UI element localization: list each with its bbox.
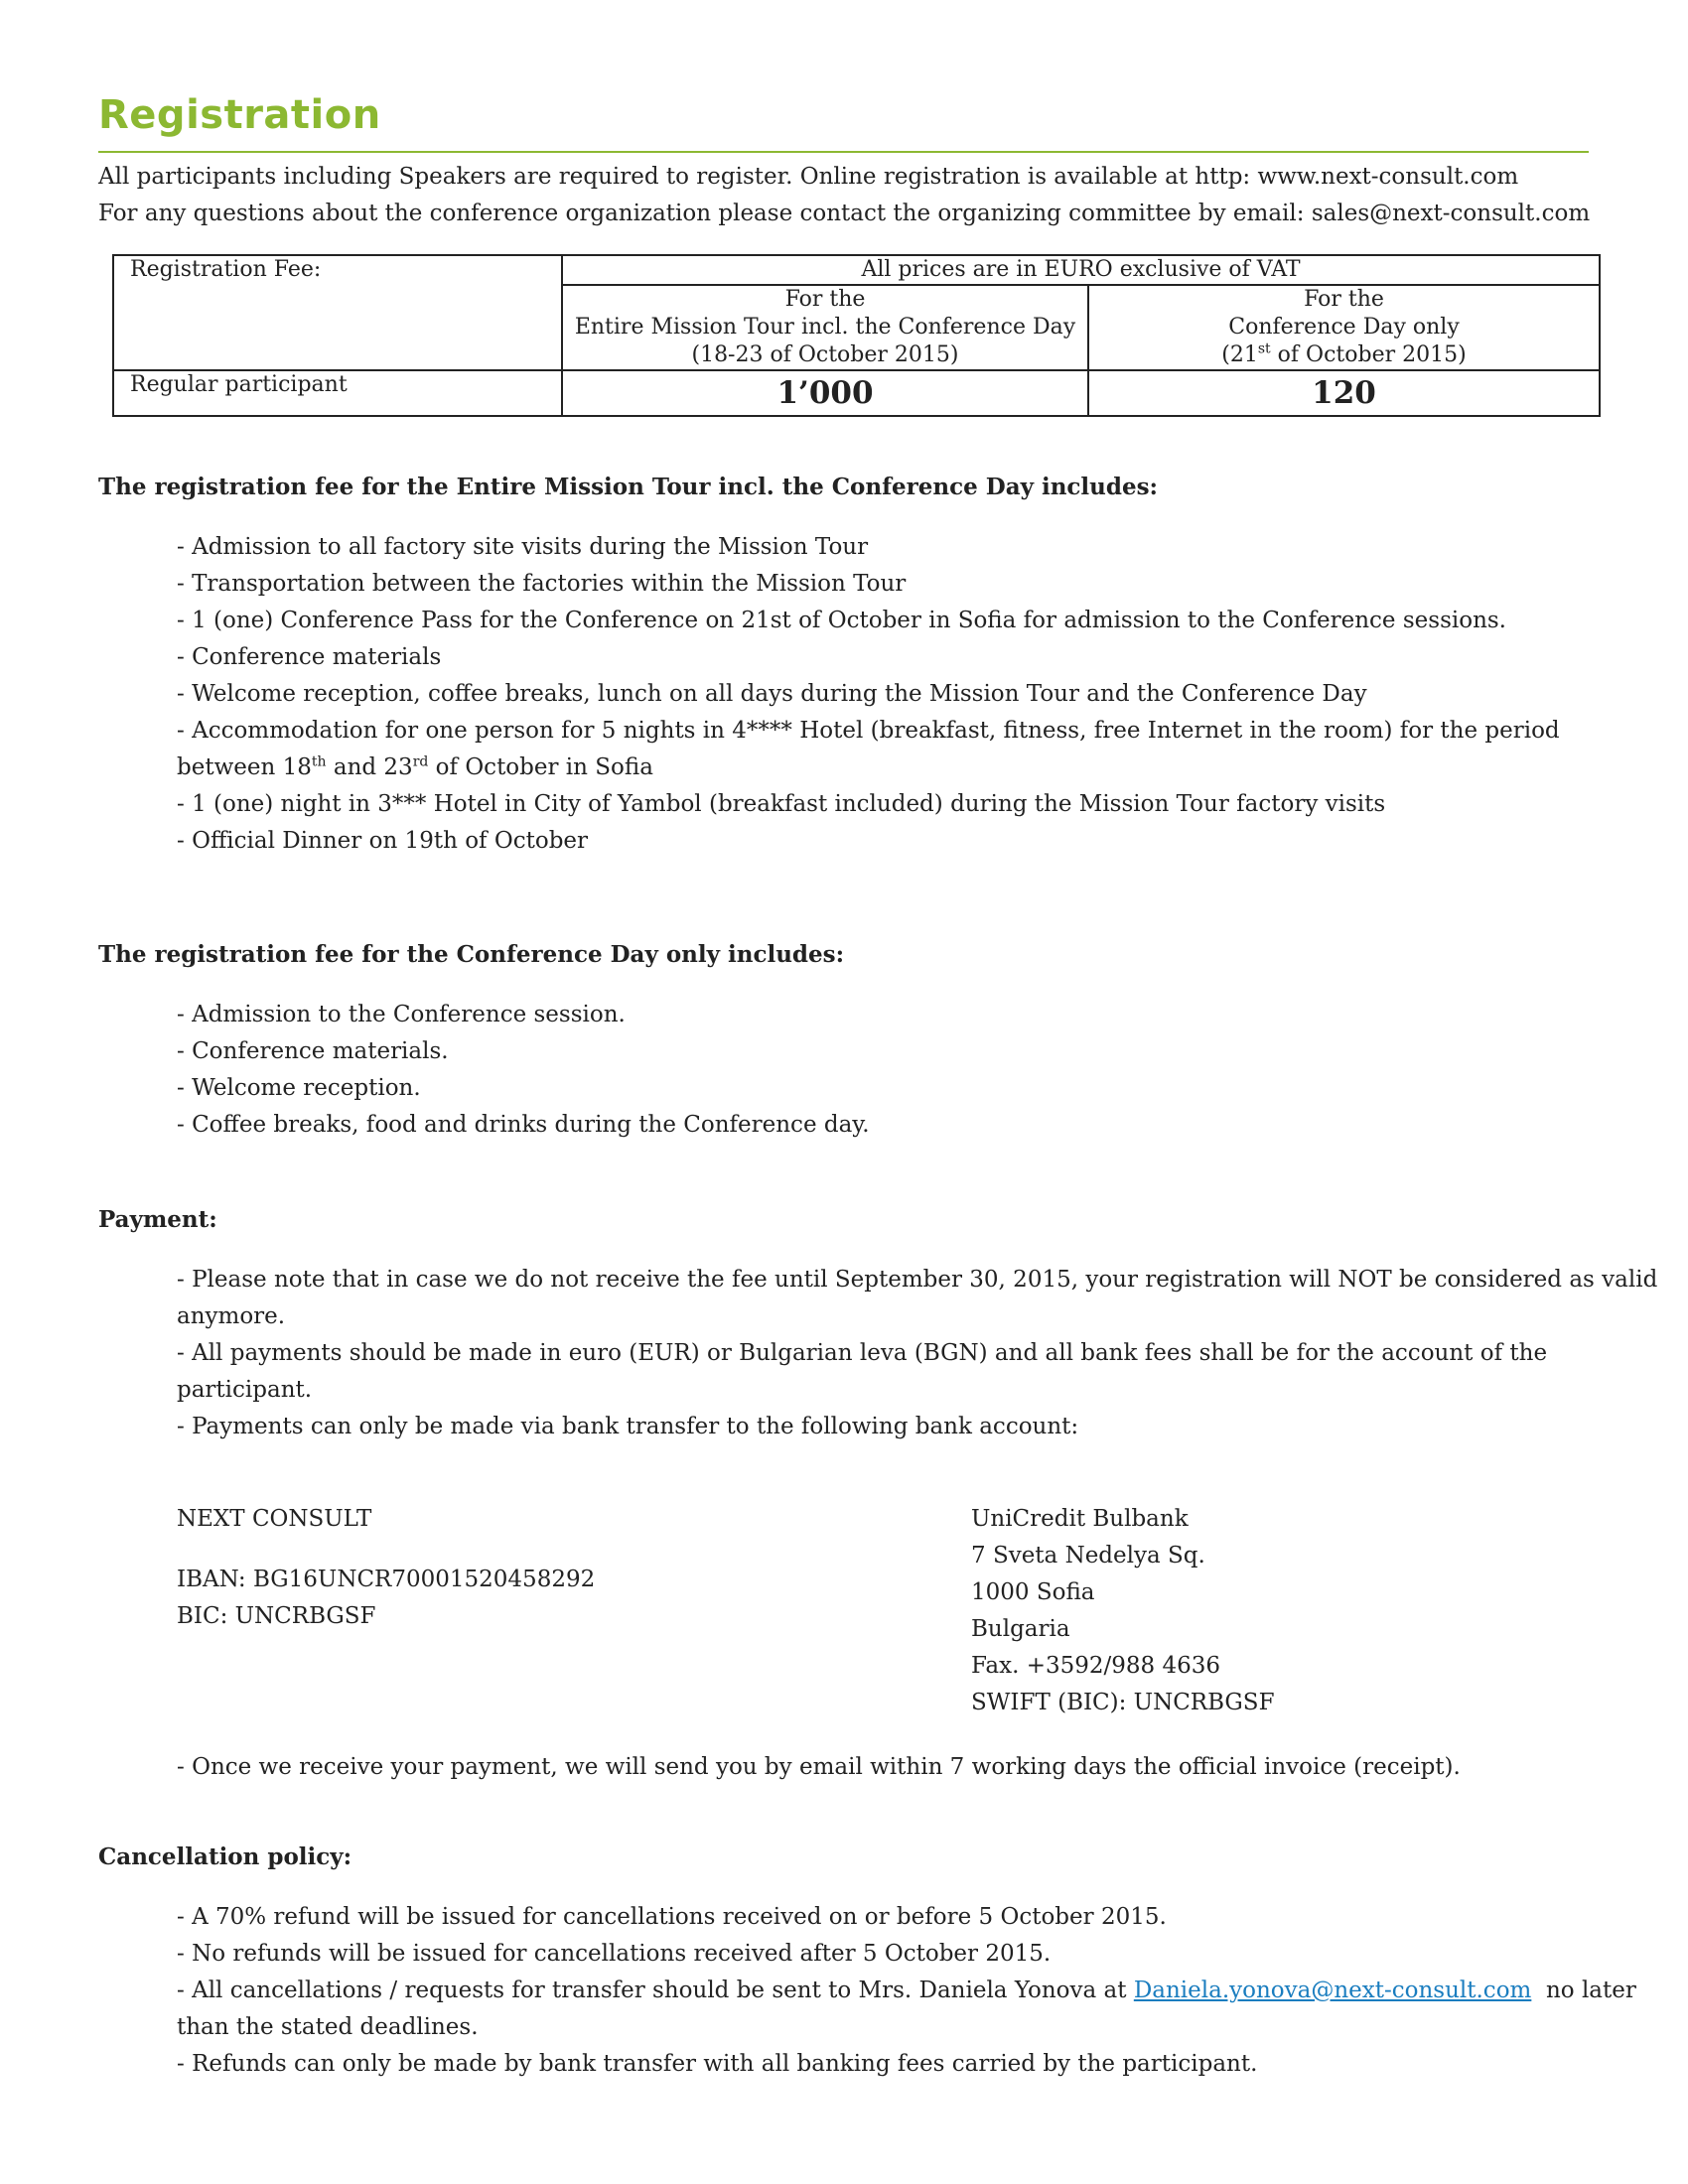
payment-heading: Payment:	[98, 1206, 217, 1233]
account-details	[177, 1501, 595, 1635]
iban: IBAN: BG16UNCR70001520458292	[177, 1567, 596, 1592]
list-item: - Accommodation for one person for 5 nights in 4**** Hotel (breakfast, fitness, free Internet in the room) for the period	[177, 718, 1560, 744]
title-divider	[98, 151, 1589, 153]
list-item: - 1 (one) Conference Pass for the Conference on 21st of October in Sofia for admission to the Conference sessions.	[177, 608, 1506, 633]
intro-paragraph	[98, 159, 1591, 232]
tour-column-header	[562, 285, 1088, 370]
invoice-note-text: - Once we receive your payment, we will send you by email within 7 working days the official invoice (receipt).	[177, 1754, 1461, 1780]
price-tour: 1’000	[562, 370, 1088, 416]
list-item: - Conference materials	[177, 644, 442, 670]
bank-line: Bulgaria	[971, 1616, 1070, 1642]
cancellation-line: - All cancellations / requests for transfer should be sent to Mrs. Daniela Yonova at Daniela.yonova@next-consult.com no later	[177, 1978, 1636, 2003]
tour-header-line: For the	[784, 287, 866, 312]
row-label: Regular participant	[130, 372, 348, 397]
page-title: Registration	[98, 92, 381, 138]
list-item: - Welcome reception.	[177, 1075, 421, 1101]
cancellation-line: - A 70% refund will be issued for cancellations received on or before 5 October 2015.	[177, 1904, 1167, 1930]
cancellation-heading: Cancellation policy:	[98, 1843, 352, 1870]
list-item: - Coffee breaks, food and drinks during the Conference day.	[177, 1112, 870, 1138]
cancellation-line: - No refunds will be issued for cancellations received after 5 October 2015.	[177, 1941, 1052, 1967]
bank-line: SWIFT (BIC): UNCRBGSF	[971, 1690, 1275, 1715]
intro-line: For any questions about the conference organization please contact the organizing committee by email: sales@next-consult.com	[98, 201, 1591, 226]
payment-line: anymore.	[177, 1303, 286, 1329]
payment-line: - All payments should be made in euro (EUR) or Bulgarian leva (BGN) and all bank fees shall be for the account of the	[177, 1340, 1548, 1366]
list-item: - Conference materials.	[177, 1038, 449, 1064]
cancellation-line: than the stated deadlines.	[177, 2014, 479, 2040]
bank-line: 7 Sveta Nedelya Sq.	[971, 1543, 1205, 1569]
registration-fee-table	[112, 254, 1601, 417]
list-item: - Official Dinner on 19th of October	[177, 828, 589, 854]
contact-email-link[interactable]: Daniela.yonova@next-consult.com	[1133, 1978, 1532, 2003]
row-label-cell	[113, 370, 562, 416]
list-item: - Admission to the Conference session.	[177, 1002, 626, 1027]
invoice-note	[177, 1749, 1461, 1786]
list-item: - 1 (one) night in 3*** Hotel in City of Yambol (breakfast included) during the Mission Tour factory visits	[177, 791, 1386, 817]
list-item: - Welcome reception, coffee breaks, lunch on all days during the Mission Tour and the Conference Day	[177, 681, 1367, 707]
tour-header-line: Entire Mission Tour incl. the Conference Day	[574, 315, 1076, 340]
prices-note: All prices are in EURO exclusive of VAT	[861, 257, 1301, 282]
bank-line: 1000 Sofia	[971, 1579, 1095, 1605]
bic: BIC: UNCRBGSF	[177, 1603, 376, 1629]
fee-label-cell	[113, 255, 562, 370]
day-header-line: (21st of October 2015)	[1221, 341, 1467, 367]
list-item: - Transportation between the factories within the Mission Tour	[177, 571, 907, 597]
list-item-continued: between 18th and 23rd of October in Sofia	[177, 753, 653, 780]
account-name: NEXT CONSULT	[177, 1506, 372, 1532]
cancellation-line: - Refunds can only be made by bank transfer with all banking fees carried by the participant.	[177, 2051, 1258, 2077]
payment-terms	[177, 1262, 1657, 1445]
day-section-heading: The registration fee for the Conference Day only includes:	[98, 941, 845, 968]
price-day: 120	[1088, 370, 1600, 416]
bank-details	[971, 1501, 1275, 1721]
payment-line: - Payments can only be made via bank transfer to the following bank account:	[177, 1414, 1079, 1439]
cancellation-terms	[177, 1899, 1636, 2083]
tour-header-line: (18-23 of October 2015)	[691, 342, 959, 367]
tour-section-heading: The registration fee for the Entire Mission Tour incl. the Conference Day includes:	[98, 474, 1159, 500]
day-column-header	[1088, 285, 1600, 370]
intro-line: All participants including Speakers are required to register. Online registration is available at http: www.next-consult.com	[98, 164, 1519, 190]
payment-line: - Please note that in case we do not receive the fee until September 30, 2015, your registration will NOT be considered as valid	[177, 1267, 1658, 1293]
day-header-line: For the	[1304, 287, 1384, 312]
bank-line: UniCredit Bulbank	[971, 1506, 1189, 1532]
tour-includes-list	[177, 529, 1560, 860]
prices-note-cell	[562, 255, 1600, 285]
day-includes-list	[177, 997, 870, 1144]
bank-line: Fax. +3592/988 4636	[971, 1653, 1221, 1679]
fee-label: Registration Fee:	[130, 257, 322, 282]
list-item: - Admission to all factory site visits during the Mission Tour	[177, 534, 869, 560]
day-header-line: Conference Day only	[1228, 315, 1460, 340]
payment-line: participant.	[177, 1377, 313, 1403]
